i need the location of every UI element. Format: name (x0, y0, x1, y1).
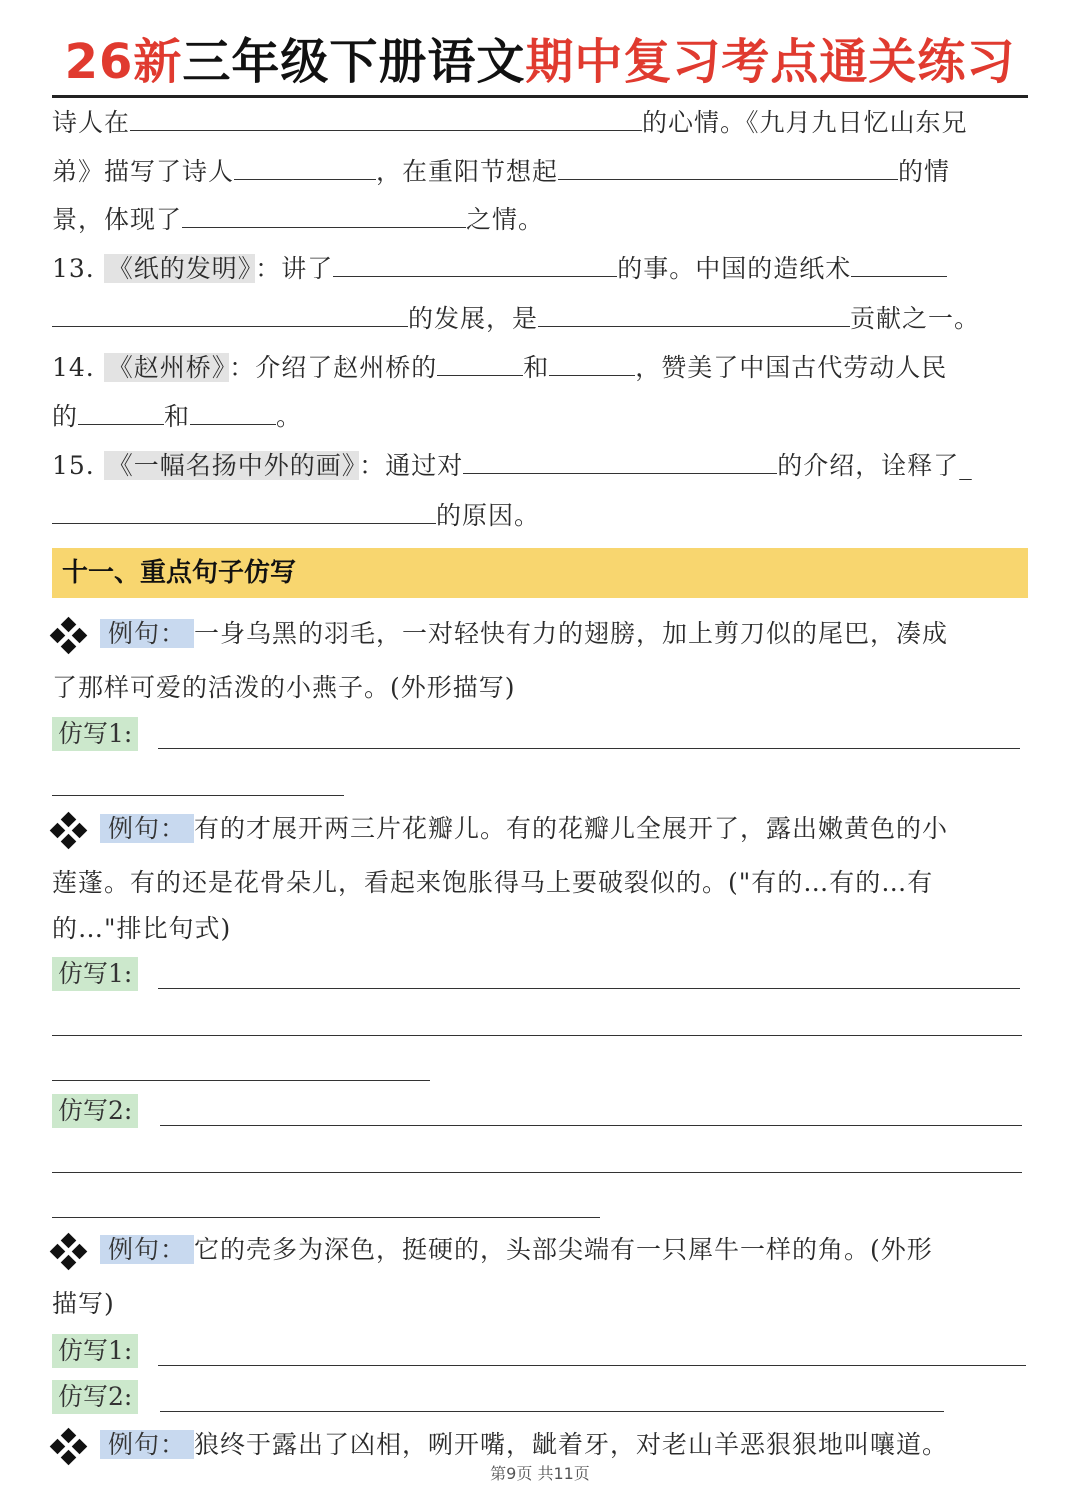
answer-line[interactable] (160, 1411, 944, 1412)
example-sentence: 例句： 有的才展开两三片花瓣儿。有的花瓣儿全展开了，露出嫩黄色的小 (52, 812, 948, 848)
example-sentence-cont: 了那样可爱的活泼的小燕子。(外形描写) (52, 673, 516, 702)
example-sentence-cont: 的…"排比句式) (52, 914, 232, 943)
imitate-label: 仿写1: (52, 1334, 138, 1368)
diamond-bullet-icon (52, 1235, 86, 1269)
diamond-bullet-icon (52, 814, 86, 848)
blank[interactable] (437, 349, 523, 376)
blank[interactable] (549, 349, 635, 376)
blank[interactable] (558, 153, 898, 180)
lesson-title-highlight: 《一幅名扬中外的画》 (104, 451, 360, 480)
answer-line[interactable] (52, 1172, 1022, 1173)
answer-line[interactable] (52, 1080, 430, 1081)
section-header: 十一、重点句子仿写 (52, 548, 1028, 598)
example-label: 例句： (100, 814, 194, 843)
lesson-title-highlight: 《赵州桥》 (104, 353, 230, 382)
fill-line: 诗人在 的心情。《九月九日忆山东兄 (52, 104, 968, 140)
diamond-bullet-icon (52, 619, 86, 653)
answer-line[interactable] (52, 1035, 1022, 1036)
imitate-label: 仿写2: (52, 1380, 138, 1414)
lesson-title-highlight: 《纸的发明》 (104, 254, 256, 283)
imitate-label: 仿写1: (52, 957, 138, 991)
answer-line[interactable] (52, 1217, 600, 1218)
blank[interactable] (463, 447, 777, 474)
example-sentence: 例句： 狼终于露出了凶相，咧开嘴，龇着牙，对老山羊恶狠狠地叫嚷道。 (52, 1428, 948, 1464)
example-sentence: 例句： 一身乌黑的羽毛，一对轻快有力的翅膀，加上剪刀似的尾巴，凑成 (52, 617, 948, 653)
blank[interactable] (182, 201, 466, 228)
blank[interactable] (52, 497, 436, 524)
fill-line: 弟》描写了诗人 ，在重阳节想起 的情 (52, 153, 950, 189)
example-label: 例句： (100, 619, 194, 648)
fill-line: 景，体现了 之情。 (52, 201, 544, 237)
blank[interactable] (78, 398, 164, 425)
question-15-cont: 的原因。 (52, 497, 540, 533)
example-sentence-cont: 描写) (52, 1289, 115, 1318)
example-sentence-cont: 莲蓬。有的还是花骨朵儿，看起来饱胀得马上要破裂似的。("有的…有的…有 (52, 868, 934, 897)
question-13-cont: 的发展，是 贡献之一。 (52, 300, 980, 336)
example-sentence: 例句： 它的壳多为深色，挺硬的，头部尖端有一只犀牛一样的角。(外形 (52, 1233, 933, 1269)
answer-line[interactable] (158, 988, 1020, 989)
example-label: 例句： (100, 1430, 194, 1459)
title-rule (52, 95, 1028, 98)
question-14-cont: 的 和 。 (52, 398, 302, 434)
blank[interactable] (851, 250, 947, 277)
imitate-label: 仿写2: (52, 1094, 138, 1128)
question-14: 14. 《赵州桥》 ：介绍了赵州桥的 和 ，赞美了中国古代劳动人民 (52, 349, 947, 385)
answer-line[interactable] (158, 748, 1020, 749)
answer-line[interactable] (158, 1365, 1026, 1366)
answer-line[interactable] (160, 1125, 1022, 1126)
diamond-bullet-icon (52, 1430, 86, 1464)
question-15: 15. 《一幅名扬中外的画》 ：通过对 的介绍，诠释了_ (52, 447, 973, 483)
blank[interactable] (190, 398, 276, 425)
blank[interactable] (333, 250, 617, 277)
blank[interactable] (130, 104, 642, 131)
example-label: 例句： (100, 1235, 194, 1264)
blank[interactable] (538, 300, 850, 327)
blank[interactable] (234, 153, 376, 180)
answer-line[interactable] (52, 795, 344, 796)
page-title: 26新三年级下册语文期中复习考点通关练习 (64, 34, 1016, 90)
blank[interactable] (52, 300, 408, 327)
page-number: 第9页 共11页 (490, 1464, 590, 1483)
question-13: 13. 《纸的发明》 ：讲了 的事。中国的造纸术 (52, 250, 947, 286)
imitate-label: 仿写1: (52, 717, 138, 751)
